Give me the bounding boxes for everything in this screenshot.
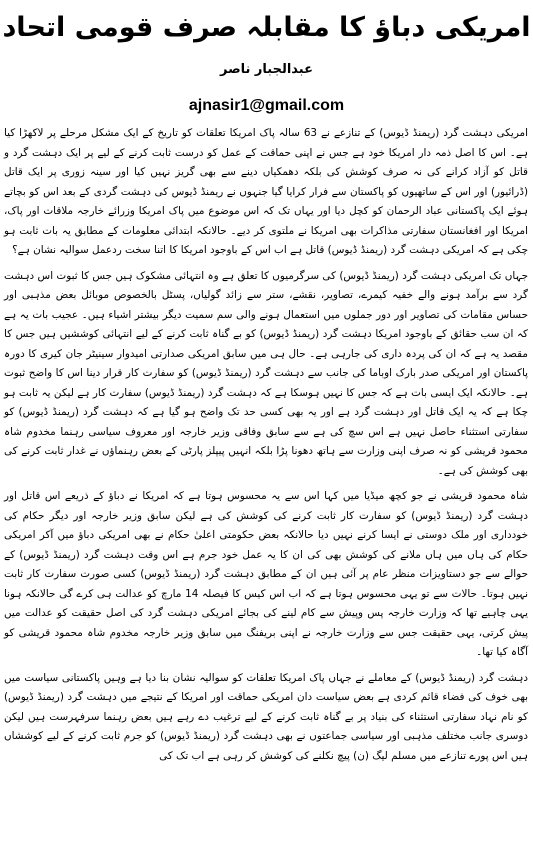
paragraph: امریکی دہشت گرد (ریمنڈ ڈیوس) کے تنازعے نے 63 سالہ پاک امریکا تعلقات کو تاریخ کے ایک مشکل مرحلے پر لاکھڑا کیا ہے۔ اس کا اصل ذمہ دار امریکا خود ہے جس نے اپنی حماقت کے عمل کو درست ثابت کرنے کے لیے پر ایک دہشت گرد و قاتل کو آزاد کرانے کی نہ صرف کوشش کی بلکہ دھمکیاں دینے سے بھی گریز نہیں کیا اور سینہ زوری پر ایک قاتل (ڈرائیور) اور اس کے ساتھیوں کو پاکستان سے فرار کرایا گیا جنہوں نے ریمنڈ ڈیوس کی دہشت گردی کے بعد اس کو بچاتے ہوئے ایک پاکستانی عباد الرحمان کو کچل دیا اور یہاں تک کہ اس موضوع میں پاک امریکا وزرائے خارجہ ملاقات اور پاک، امریکا اور افغانستان سفارتی مذاکرات بھی امریکا نے ملتوی کر دیے۔ حالانکہ ابتدائی معلومات کے مطابق یہ بات ثابت ہو چکی ہے کہ امریکی دہشت گرد (ریمنڈ ڈیوس) قاتل ہے اب اس کے باوجود امریکا کا اتنا سخت ردعمل سوالیہ نشان ہے؟ xyxy=(4,127,529,256)
author-name: عبدالجبار ناصر xyxy=(219,62,313,77)
paragraph: دہشت گرد (ریمنڈ ڈیوس) کے معاملے نے جہاں پاک امریکا تعلقات کو سوالیہ نشان بنا دیا ہے وہیں پاکستانی سیاست میں بھی خوف کی فضاء قائم کردی ہے بعض سیاست دان امریکی حماقت اور امریکا کے نتیجے میں دہشت گرد (ریمنڈ ڈیوس) کو نام نہاد سفارتی استثناء کی بنیاد پر بے گناہ ثابت کرنے کے لیے ترغیب دے رہے ہیں بعض رہنما سرفہرست ہیں لیکن دوسری جانب مختلف مذہبی اور سیاسی جماعتوں نے بھی دہشت گرد (ریمنڈ ڈیوس) کو جرم ثابت کرنے کے لیے کوششاں ہیں اس پورے تنازعے میں مسلم لیگ (ن) پیچ نکلنے کی کوشش کر رہی ہے اب تک کی xyxy=(4,671,528,762)
author-email: ajnasir1@gmail.com xyxy=(188,97,345,114)
article-body xyxy=(4,124,528,766)
article-title: امریکی دباؤ کا مقابلہ صرف قومی اتحاد xyxy=(2,12,531,43)
paragraph: جہاں تک امریکی دہشت گرد (ریمنڈ ڈیوس) کی سرگرمیوں کا تعلق ہے وہ انتہائی مشکوک ہیں جس کا ثبوت اس دہشت گرد سے برآمد ہونے والے خفیہ کیمرے، تصاویر، نقشے، ستر سے زائد گولیاں، پسٹل بالخصوص موبائل بعض مذہبی اور حساس مقامات کی تصاویر اور دور جملوں میں استعمال ہونے والی سم سمیت دیگر بیشتر اشیاء ہیں۔ عجیب بات یہ ہے کہ ان سب حقائق کے باوجود امریکا دہشت گرد (ریمنڈ ڈیوس) کو بے گناہ ثابت کرنے کے لیے انتہائی کوششیں ہیں جس کا مقصد یہ ہے کہ ان کی پردہ داری کی جارہی ہے۔ حال ہی میں سابق امریکی صدارتی امیدوار سینیٹر جان کیری کا دورہ پاکستان اور امریکی صدر بارک اوباما کی جانب سے دہشت گرد (ریمنڈ ڈیوس) کو سفارت کار قرار دینا اس کا واضح ثبوت ہے۔ حالانکہ ایک ایسی بات ہے کہ جس کا نہیں ہوسکا ہے کہ دہشت گرد (ریمنڈ ڈیوس) سفارت کار ہے لیکن یہ ثابت ہو چکا ہے کہ یہ ایک قاتل اور دہشت گرد ہے اور یہ بھی کسی حد تک واضح ہو گیا ہے کہ دہشت گرد (ریمنڈ ڈیوس) کو سفارتی استثناء حاصل نہیں ہے اس سچ کی ہے سے سابق وفاقی وزیر خارجہ اور معروف سیاسی رہنما مخدوم شاہ محمود قریشی کو نہ صرف اپنی وزارت سے ہاتھ دھونا پڑا بلکہ انہیں پیپلز پارٹی کے بعض رہنماؤں نے غدار ثابت کرنے کی بھی کوشش کی ہے۔ xyxy=(4,269,528,477)
paragraph: شاہ محمود قریشی نے جو کچھ میڈیا میں کہا اس سے یہ محسوس ہوتا ہے کہ امریکا نے دباؤ کے ذریعے اس قاتل اور دہشت گرد (ریمنڈ ڈیوس) کو سفارت کار ثابت کرنے کی کوشش کی ہے لیکن سابق وزیر خارجہ اور دیگر حکام کی خودداری اور ملک دوستی نے ایسا کرنے نہیں دیا حالانکہ بعض حکومتی اعلیٰ حکام نے بھی امریکی دباؤ میں آکر امریکی حکام کی ہاں میں ہاں ملانے کی کوشش بھی کی ان کا یہ عمل خود جرم ہے اس وقت دہشت گرد (ریمنڈ ڈیوس) کے حوالے سے جو دستاویزات منظر عام پر آئی ہیں ان کے مطابق دہشت گرد (ریمنڈ ڈیوس) کسی صورت سفارت کار ثابت نہیں ہوتا۔ حالات سے تو یہی محسوس ہوتا ہے کہ اب اس کیس کا فیصلہ 14 مارچ کو عدالت ہی کرے گی حالانکہ ہونا یہی چاہیے تھا کہ وزارت خارجہ پس وپیش سے کام لینے کی بجائے امریکی دہشت گرد کی اصل حقیقت کو عدالت میں پیش کرتی، یہی حقیقت جس سے وزارت خارجہ نے اپنی بریفنگ میں سابق وزیر خارجہ مخدوم شاہ محمود قریشی کو آگاہ کیا تھا۔ xyxy=(4,490,528,658)
